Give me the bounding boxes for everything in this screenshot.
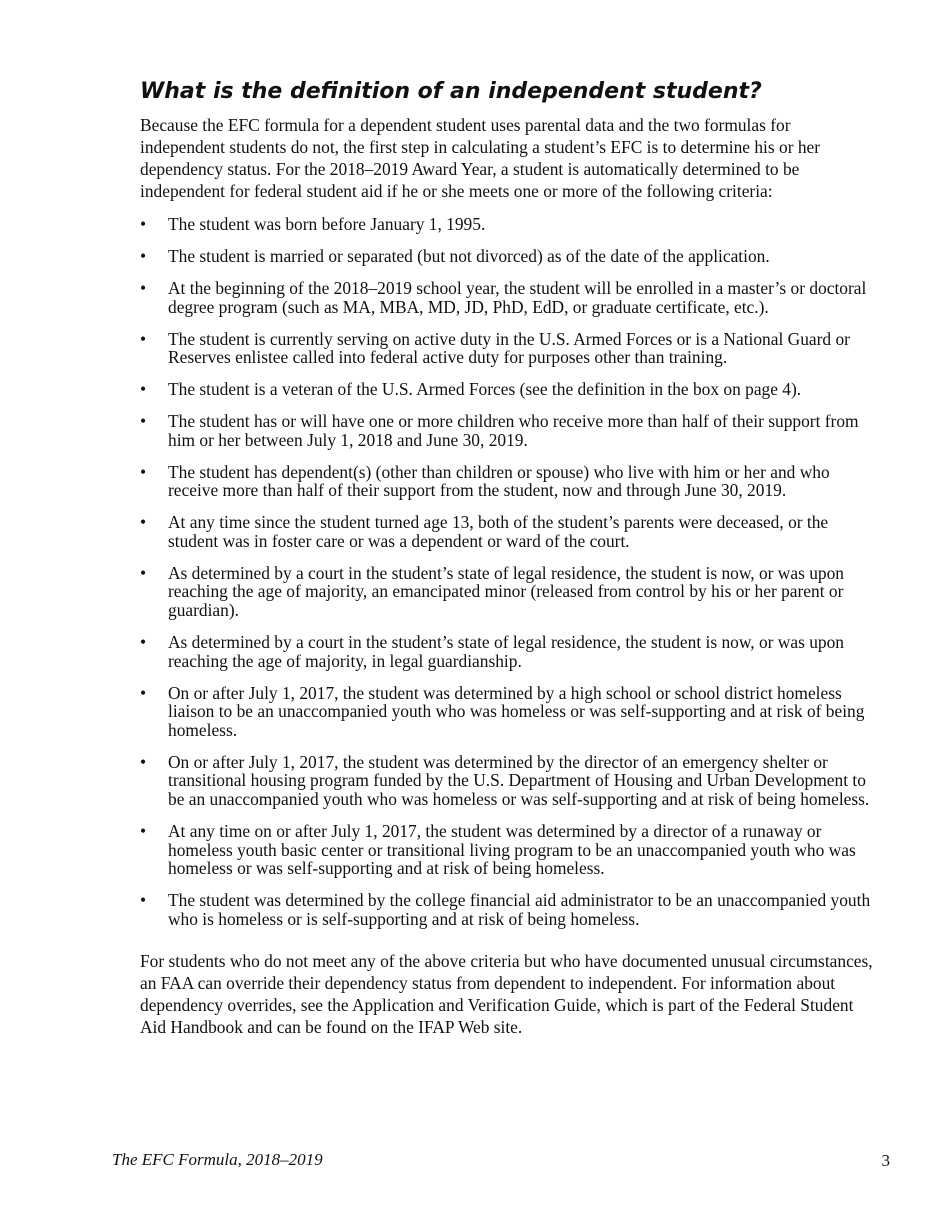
criteria-text: As determined by a court in the student’s state of legal residence, the student is now, or was upon reaching the age of majority, in legal guardianship. xyxy=(168,632,844,671)
criteria-text: The student has or will have one or more children who receive more than half of their support from him or her between July 1, 2018 and June 30, 2019. xyxy=(168,411,859,450)
criteria-text: The student was born before January 1, 1995. xyxy=(168,214,486,234)
criteria-text: On or after July 1, 2017, the student was determined by a high school or school district homeless liaison to be an unaccompanied youth who was homeless or was self-supporting and at risk of being homeless. xyxy=(168,682,865,740)
criteria-text: On or after July 1, 2017, the student was determined by the director of an emergency shelter or transitional housing program funded by the U.S. Department of Housing and Urban Development to be an unaccompanied youth who was homeless or was self-supporting and at risk of being homeless. xyxy=(168,751,870,809)
criteria-text: At any time on or after July 1, 2017, the student was determined by a director of a runaway or homeless youth basic center or transitional living program to be an unaccompanied youth who was homeless or was self-supporting and at risk of being homeless. xyxy=(168,820,856,879)
bullet-icon: • xyxy=(140,379,147,400)
criteria-item xyxy=(140,247,878,266)
criteria-item xyxy=(140,891,878,928)
section-heading: What is the definition of an independent student? xyxy=(140,79,762,104)
criteria-text: The student is currently serving on active duty in the U.S. Armed Forces or is a National Guard or Reserves enlistee called into federal active duty for purposes other than training. xyxy=(168,328,850,368)
criteria-item xyxy=(140,412,878,449)
criteria-item xyxy=(140,463,878,500)
footer-title: The EFC Formula, 2018–2019 xyxy=(112,1150,323,1169)
criteria-list xyxy=(140,215,878,928)
bullet-icon: • xyxy=(140,890,147,911)
criteria-text: At the beginning of the 2018–2019 school year, the student will be enrolled in a master’s or doctoral degree program (such as MA, MBA, MD, JD, PhD, EdD, or graduate certificate, etc.). xyxy=(168,277,867,317)
bullet-icon: • xyxy=(140,682,147,703)
page-number: 3 xyxy=(881,1151,890,1170)
criteria-item xyxy=(140,279,878,316)
bullet-icon: • xyxy=(140,751,147,772)
criteria-text: At any time since the student turned age 13, both of the student’s parents were deceased, or the student was in foster care or was a dependent or ward of the court. xyxy=(168,512,829,551)
criteria-item xyxy=(140,330,878,367)
criteria-item xyxy=(140,513,878,550)
criteria-text: The student is married or separated (but not divorced) as of the date of the application. xyxy=(168,245,770,266)
criteria-text: The student is a veteran of the U.S. Armed Forces (see the definition in the box on page 4). xyxy=(168,379,802,400)
criteria-item xyxy=(140,753,878,809)
page-content xyxy=(140,78,878,1038)
bullet-icon: • xyxy=(140,820,147,841)
criteria-item xyxy=(140,633,878,670)
criteria-text: As determined by a court in the student’s state of legal residence, the student is now, or was upon reaching the age of majority, an emancipated minor (released from control by his or her parent or guardian). xyxy=(168,562,844,621)
bullet-icon: • xyxy=(140,328,147,349)
bullet-icon: • xyxy=(140,277,147,298)
criteria-text: The student was determined by the college financial aid administrator to be an unaccompanied youth who is homeless or is self-supporting and at risk of being homeless. xyxy=(168,890,871,929)
bullet-icon: • xyxy=(140,214,147,234)
criteria-item xyxy=(140,380,878,399)
intro-paragraph: Because the EFC formula for a dependent student uses parental data and the two formulas for independent students do not, the first step in calculating a student’s EFC is to determine his or her dependency status. For the 2018–2019 Award Year, a student is automatically determined to be independent for federal student aid if he or she meets one or more of the following criteria: xyxy=(140,115,821,201)
bullet-icon: • xyxy=(140,461,147,482)
criteria-text: The student has dependent(s) (other than children or spouse) who live with him or her and who receive more than half of their support from the student, now and through June 30, 2019. xyxy=(168,461,830,501)
criteria-item xyxy=(140,564,878,620)
closing-paragraph: For students who do not meet any of the above criteria but who have documented unusual circumstances, an FAA can override their dependency status from dependent to independent. For information about dependency overrides, see the Application and Verification Guide, which is part of the Federal Student Aid Handbook and can be found on the IFAP Web site. xyxy=(140,951,873,1038)
bullet-icon: • xyxy=(140,245,147,266)
bullet-icon: • xyxy=(140,632,147,653)
criteria-item xyxy=(140,684,878,740)
criteria-item xyxy=(140,215,878,234)
bullet-icon: • xyxy=(140,411,147,432)
bullet-icon: • xyxy=(140,512,147,533)
criteria-item xyxy=(140,822,878,878)
bullet-icon: • xyxy=(140,562,147,583)
